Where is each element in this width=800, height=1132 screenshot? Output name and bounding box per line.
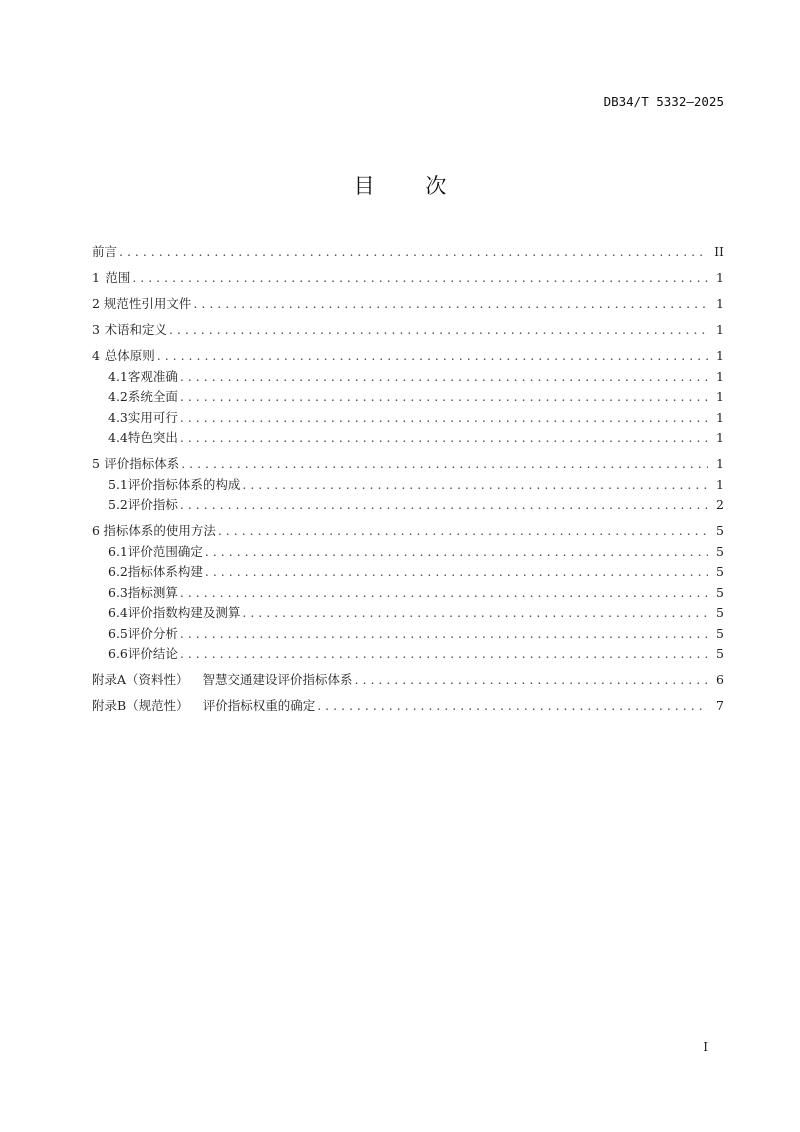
toc-entry[interactable]	[92, 454, 724, 475]
toc-entry-number: 4.2	[108, 389, 128, 404]
toc-entry-number: 6.1	[108, 543, 128, 559]
toc-entry-label: 指标体系构建	[127, 564, 203, 579]
toc-entry[interactable]	[92, 696, 724, 717]
table-of-contents	[92, 242, 724, 717]
toc-entry-label: 范围	[105, 270, 131, 285]
toc-entry[interactable]	[92, 320, 724, 341]
dot-leader	[180, 367, 708, 388]
dot-leader	[119, 242, 708, 263]
toc-entry-label: 评价分析	[127, 625, 178, 641]
toc-entry-number: 6.5	[108, 625, 128, 641]
toc-entry-number: 4.4	[108, 430, 128, 445]
dot-leader	[205, 542, 708, 563]
toc-entry-label: 评价指标权重的确定	[202, 698, 316, 713]
toc-entry[interactable]	[92, 294, 724, 315]
toc-entry-page: 1	[716, 348, 724, 363]
toc-appendix-prefix: 附录B（规范性）	[92, 698, 189, 713]
toc-entry[interactable]	[92, 408, 724, 429]
toc-entry-page: 1	[716, 296, 724, 311]
toc-entry-number: 3	[92, 322, 100, 337]
title-char-1: 目	[353, 174, 375, 198]
toc-entry-number: 6	[92, 523, 100, 538]
toc-entry-page: 7	[716, 698, 724, 713]
toc-entry-number: 4.3	[108, 409, 128, 425]
toc-entry-page: 5	[716, 523, 724, 538]
toc-entry-page: 5	[716, 646, 724, 661]
toc-entry-number: 4	[92, 348, 100, 363]
dot-leader	[180, 408, 708, 429]
toc-entry-page: 6	[716, 672, 724, 687]
toc-entry-page: 1	[716, 476, 724, 492]
toc-entry-page: 5	[716, 584, 724, 600]
toc-entry-label: 规范性引用文件	[103, 296, 192, 311]
toc-entry-number: 5.1	[108, 476, 128, 492]
toc-entry-page: 5	[716, 543, 724, 559]
toc-entry-number: 4.1	[108, 368, 128, 384]
toc-entry-page: II	[714, 244, 724, 259]
toc-entry[interactable]	[92, 268, 724, 289]
page-title	[0, 170, 800, 200]
dot-leader	[242, 475, 708, 496]
toc-entry-number: 1	[92, 270, 100, 285]
toc-entry[interactable]	[92, 495, 724, 516]
toc-entry-page: 1	[716, 389, 724, 404]
toc-entry-page: 1	[716, 322, 724, 337]
toc-entry-page: 5	[716, 605, 724, 620]
toc-entry-label: 客观准确	[127, 368, 178, 384]
toc-entry-label: 指标体系的使用方法	[103, 523, 216, 538]
toc-entry[interactable]	[92, 521, 724, 542]
dot-leader	[181, 454, 708, 475]
toc-entry[interactable]	[92, 583, 724, 604]
toc-entry-number: 5	[92, 456, 100, 471]
toc-entry-number: 2	[92, 296, 100, 311]
dot-leader	[242, 603, 708, 624]
toc-entry-page: 1	[716, 409, 724, 425]
toc-entry-page: 5	[716, 564, 724, 579]
toc-entry-number: 6.3	[108, 584, 128, 600]
dot-leader	[180, 495, 708, 516]
toc-entry-page: 1	[716, 270, 724, 285]
toc-entry-number: 6.4	[108, 605, 128, 620]
dot-leader	[132, 268, 708, 289]
toc-entry[interactable]	[92, 346, 724, 367]
toc-entry-number: 5.2	[108, 497, 128, 512]
toc-entry-label: 前言	[92, 244, 118, 259]
toc-entry[interactable]	[92, 428, 724, 449]
toc-entry[interactable]	[92, 242, 724, 263]
dot-leader	[193, 294, 708, 315]
toc-appendix-prefix: 附录A（资料性）	[92, 672, 189, 687]
toc-entry-label: 评价范围确定	[127, 543, 203, 559]
toc-entry-label: 术语和定义	[104, 322, 167, 337]
dot-leader	[355, 670, 708, 691]
dot-leader	[317, 696, 708, 717]
toc-entry[interactable]	[92, 475, 724, 496]
standard-code: DB34/T 5332—2025	[603, 94, 724, 109]
dot-leader	[180, 387, 708, 408]
toc-entry-label: 智慧交通建设评价指标体系	[202, 672, 353, 687]
toc-entry[interactable]	[92, 603, 724, 624]
dot-leader	[180, 583, 708, 604]
toc-entry-label: 特色突出	[127, 430, 178, 445]
toc-entry-label: 评价指标体系	[104, 456, 180, 471]
toc-entry-label: 系统全面	[127, 389, 178, 404]
toc-entry-page: 5	[716, 625, 724, 641]
toc-entry-label: 评价结论	[127, 646, 178, 661]
toc-entry-number: 6.6	[108, 646, 128, 661]
toc-entry[interactable]	[92, 542, 724, 563]
toc-entry-number: 6.2	[108, 564, 128, 579]
dot-leader	[157, 346, 708, 367]
toc-entry[interactable]	[92, 562, 724, 583]
toc-entry-label: 实用可行	[127, 409, 178, 425]
toc-entry[interactable]	[92, 624, 724, 645]
page-number: I	[703, 1040, 708, 1054]
toc-entry-label: 总体原则	[104, 348, 155, 363]
toc-entry[interactable]	[92, 644, 724, 665]
toc-entry-page: 1	[716, 368, 724, 384]
dot-leader	[169, 320, 708, 341]
dot-leader	[180, 624, 708, 645]
toc-entry[interactable]	[92, 387, 724, 408]
toc-entry-label: 评价指标体系的构成	[127, 476, 241, 492]
toc-entry-label: 评价指数构建及测算	[127, 605, 241, 620]
toc-entry-page: 2	[716, 497, 724, 512]
toc-entry[interactable]	[92, 367, 724, 388]
title-char-2: 次	[425, 174, 447, 198]
toc-entry-page: 1	[716, 430, 724, 445]
dot-leader	[218, 521, 708, 542]
dot-leader	[205, 562, 708, 583]
dot-leader	[180, 428, 708, 449]
toc-entry-label: 评价指标	[127, 497, 178, 512]
toc-entry-page: 1	[716, 456, 724, 471]
dot-leader	[180, 644, 708, 665]
toc-entry-label: 指标测算	[127, 584, 178, 600]
toc-entry[interactable]	[92, 670, 724, 691]
